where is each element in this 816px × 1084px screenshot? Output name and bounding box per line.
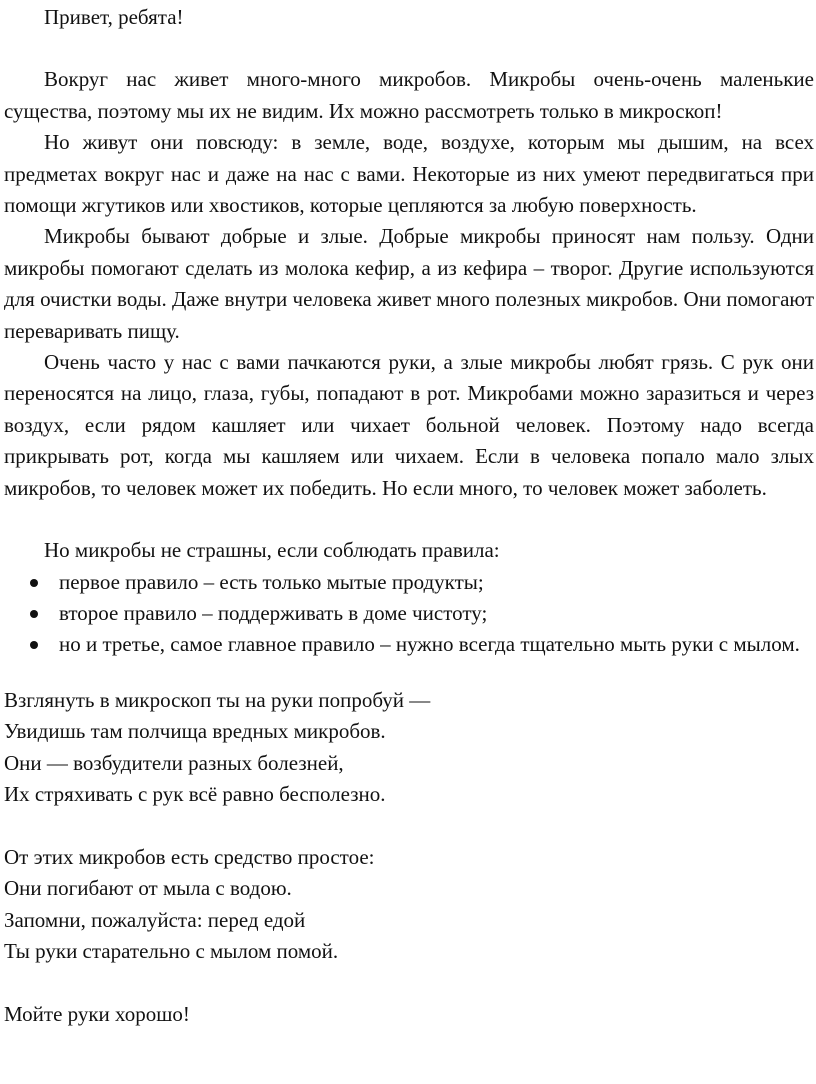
paragraph-dirty-hands: Очень часто у нас с вами пачкаются руки, а злые микробы любят грязь. С рук они переносятся на лицо, глаза, губы, попадают в рот. Микробами можно заразиться и через воздух, если рядом кашляет или чихает больной человек. Поэтому надо всегда прикрывать рот, когда мы кашляем или чихаем. Если в человека попало мало злых микробов, то человек может их победить. Но если много, то человек может заболеть.: [4, 350, 814, 500]
poem-line: Запомни, пожалуйста: перед едой: [4, 907, 306, 932]
poem-line: Увидишь там полчища вредных микробов.: [4, 719, 386, 744]
rules-intro: Но микробы не страшны, если соблюдать правила:: [44, 538, 500, 563]
rule-item: [4, 629, 814, 660]
bullet-icon: [30, 610, 38, 618]
poem-line: Они — возбудители разных болезней,: [4, 750, 344, 775]
rule-text: но и третье, самое главное правило – нужно всегда тщательно мыть руки с мылом.: [59, 632, 800, 657]
poem-line: От этих микробов есть средство простое:: [4, 844, 375, 869]
poem-line: Взглянуть в микроскоп ты на руки попробуй —: [4, 687, 431, 712]
poem-stanza-2: [4, 842, 814, 968]
spacer: [4, 811, 814, 842]
spacer: [4, 504, 814, 535]
spacer: [4, 33, 814, 64]
bullet-icon: [30, 579, 38, 587]
paragraph-good-and-bad: Микробы бывают добрые и злые. Добрые микробы приносят нам пользу. Одни микробы помогают сделать из молока кефир, а из кефира – творог. Другие используются для очистки воды. Даже внутри человека живет много полезных микробов. Они помогают переваривать пищу.: [4, 224, 814, 343]
poem-line: Ты руки старательно с мылом помой.: [4, 939, 339, 964]
greeting: Привет, ребята!: [44, 5, 184, 29]
paragraph-everywhere: Но живут они повсюду: в земле, воде, воздухе, которым мы дышим, на всех предметах вокруг нас и даже на нас с вами. Некоторые из них умеют передвигаться при помощи жгутиков или хвостиков, которые цепляются за любую поверхность.: [4, 130, 814, 218]
rule-item: [4, 567, 814, 598]
poem-line: Они погибают от мыла с водою.: [4, 876, 292, 901]
rule-text: первое правило – есть только мытые продукты;: [59, 569, 484, 594]
bullet-icon: [30, 641, 38, 649]
rule-text: второе правило – поддерживать в доме чистоту;: [59, 600, 488, 625]
rules-list: [4, 567, 814, 661]
poem-line: Их стряхивать с рук всё равно бесполезно.: [4, 782, 386, 807]
spacer: [4, 968, 814, 999]
paragraph-intro: Вокруг нас живет много-много микробов. Микробы очень-очень маленькие существа, поэтому мы их не видим. Их можно рассмотреть только в микроскоп!: [4, 67, 814, 123]
document-page: [4, 0, 814, 1030]
rule-item: [4, 598, 814, 629]
closing-line: Мойте руки хорошо!: [4, 1001, 190, 1026]
spacer: [4, 661, 814, 685]
poem-stanza-1: [4, 685, 814, 811]
